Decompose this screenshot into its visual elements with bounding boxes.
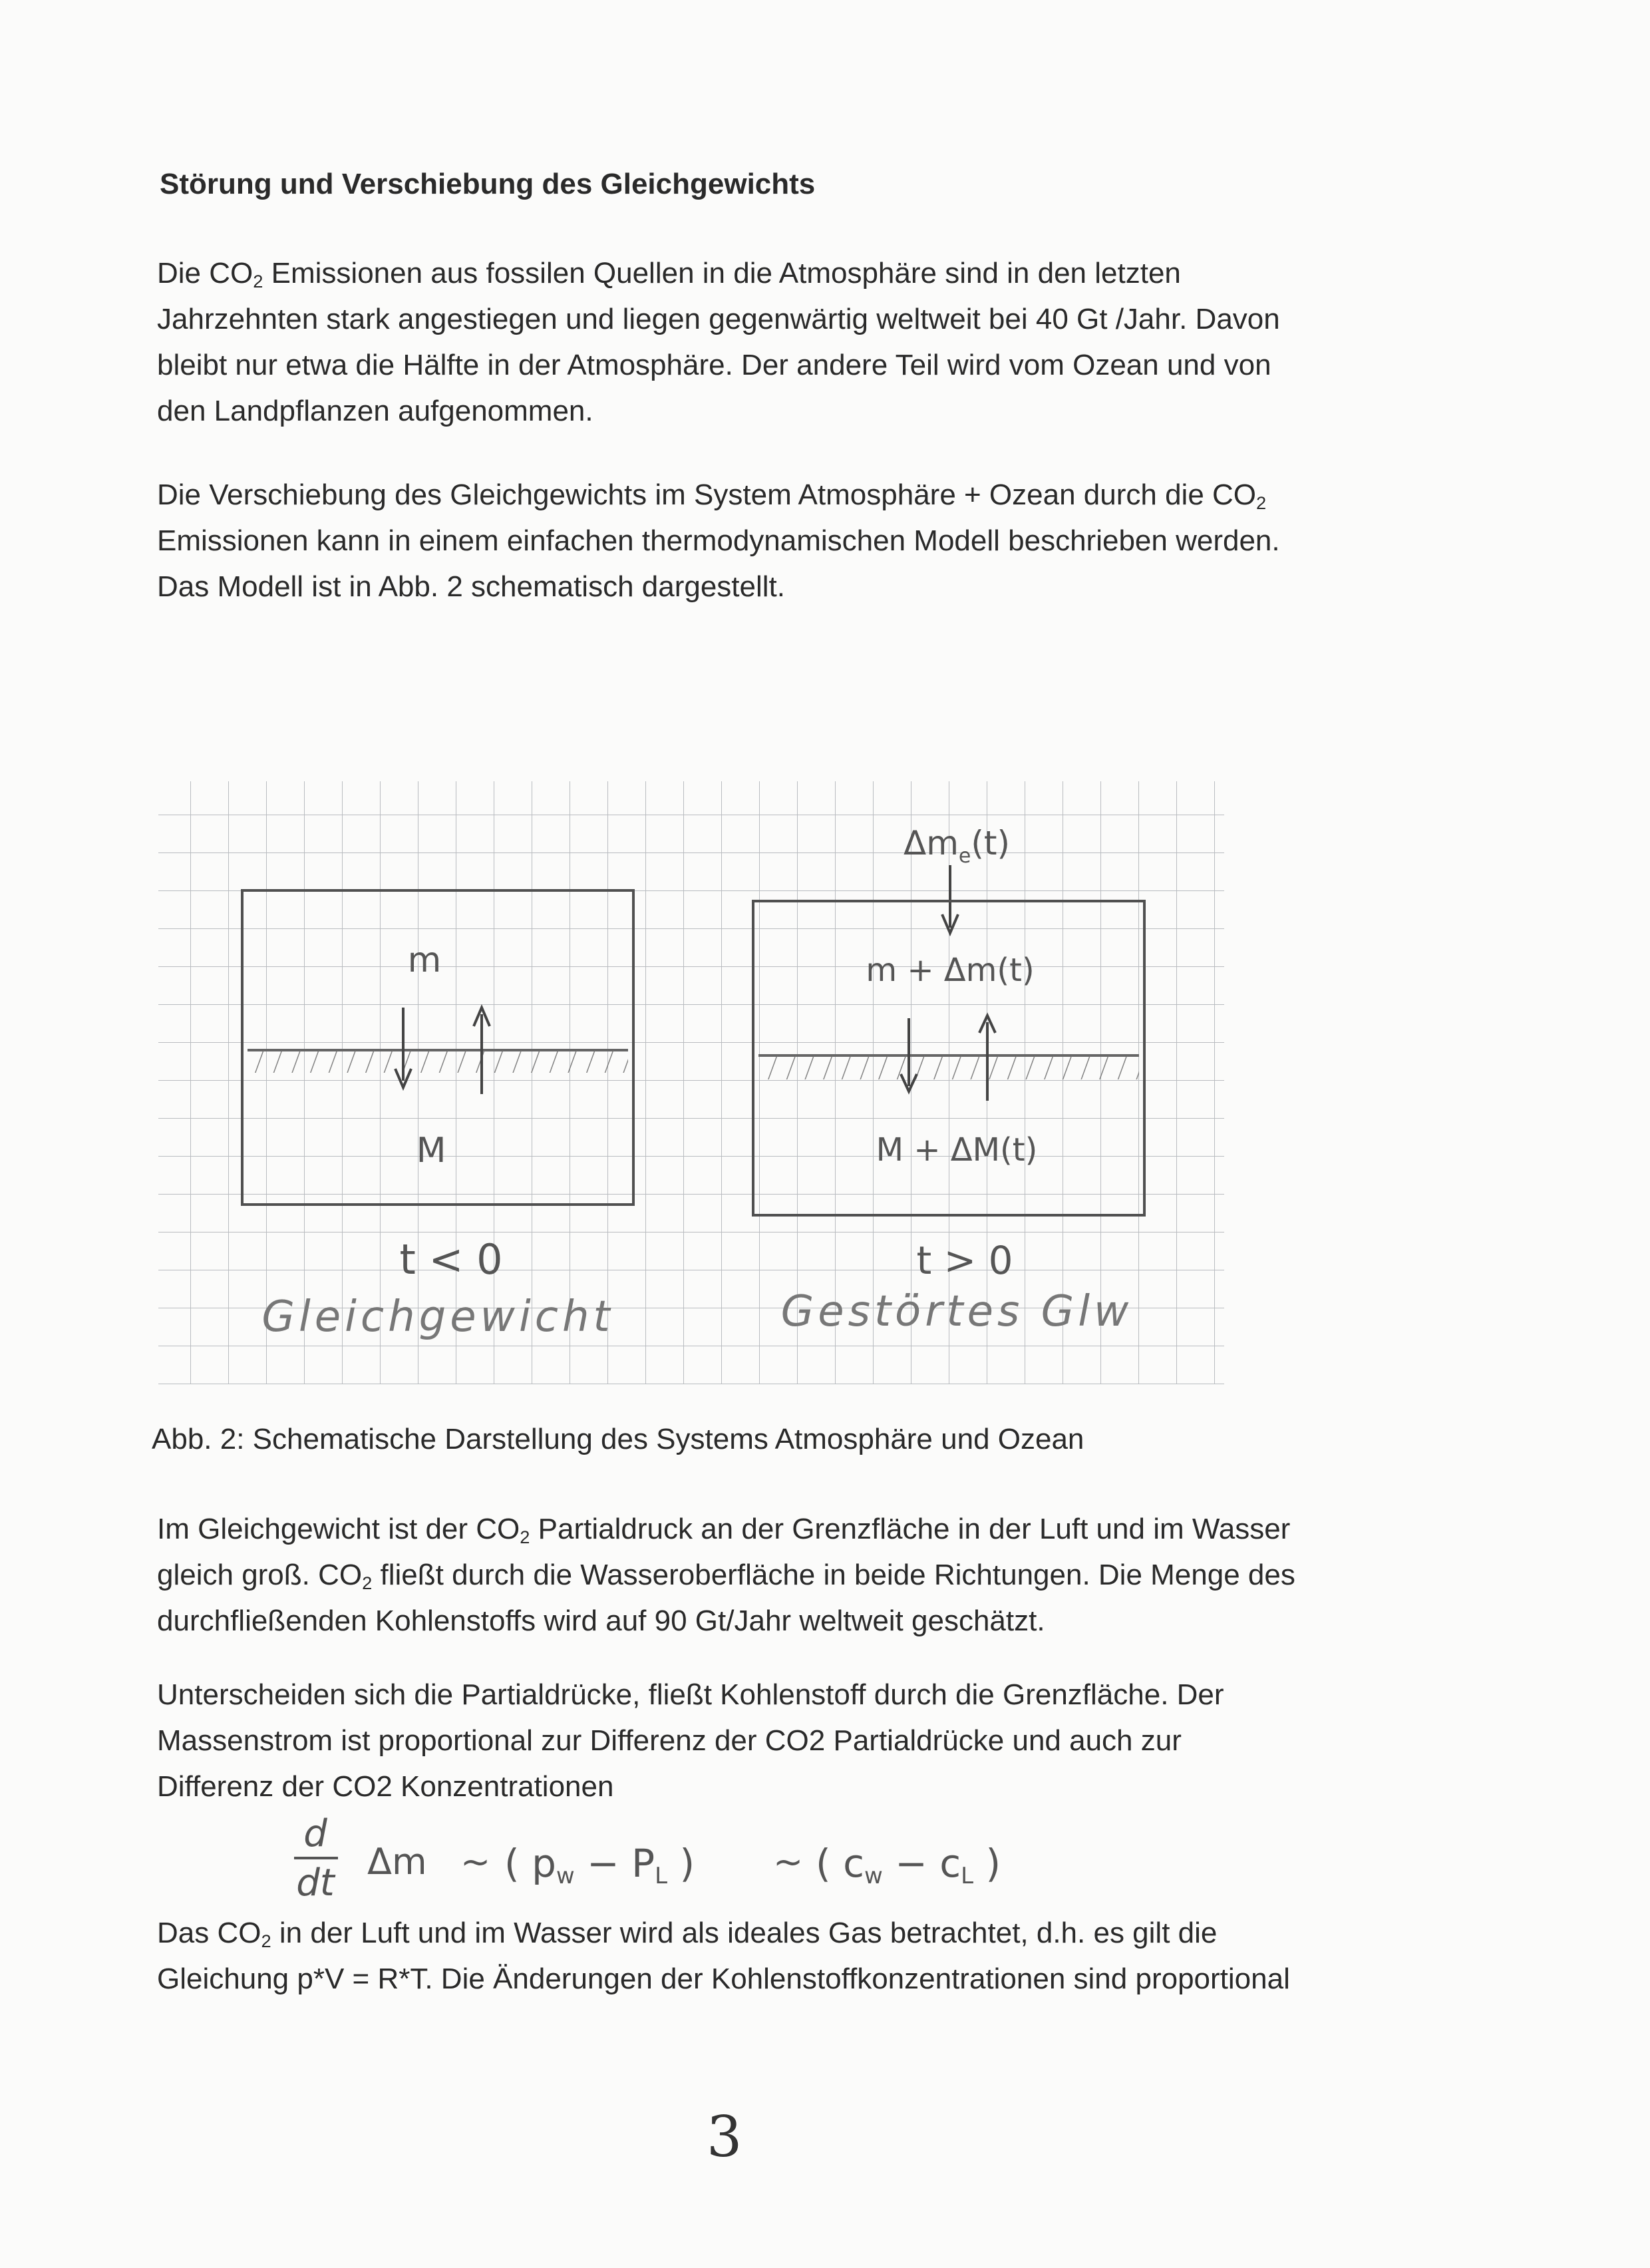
equilibrium-schematic [158, 781, 1224, 1384]
formula-d: d [303, 1812, 327, 1855]
text-line [157, 1598, 1488, 1644]
text-run: Das Modell ist in Abb. 2 schematisch dargestellt. [157, 570, 786, 603]
text-line [157, 1506, 1488, 1552]
text-line [157, 564, 1488, 610]
left-air-mass-label: m [407, 940, 442, 980]
formula-delta-m: Δm [367, 1841, 427, 1883]
right-condition-label: t > 0 [916, 1238, 1013, 1283]
text-line [157, 1552, 1488, 1598]
formula-dt: dt [296, 1861, 335, 1903]
text-line [157, 1718, 1488, 1764]
text-run: Emissionen kann in einem einfachen thermodynamischen Modell beschrieben werden. [157, 524, 1280, 557]
text-run: Gleichung p*V = R*T. Die Änderungen der Kohlenstoffkonzentrationen sind proportional [157, 1963, 1290, 1995]
text-run: fließt durch die Wasseroberfläche in beide Richtungen. Die Menge des [372, 1559, 1295, 1591]
paragraph-mass-flow [157, 1672, 1488, 1809]
figure-caption: Abb. 2: Schematische Darstellung des Systems Atmosphäre und Ozean [152, 1423, 1084, 1455]
text-line [157, 472, 1488, 518]
text-run: Massenstrom ist proportional zur Differenz der CO2 Partialdrücke und auch zur [157, 1724, 1182, 1757]
text-run: Differenz der CO2 Konzentrationen [157, 1770, 614, 1803]
text-line [157, 1956, 1488, 2002]
text-run: bleibt nur etwa die Hälfte in der Atmosphäre. Der andere Teil wird vom Ozean und von [157, 349, 1271, 381]
subscript: 2 [1256, 492, 1267, 513]
subscript: 2 [362, 1572, 373, 1593]
text-line [157, 518, 1488, 564]
right-air-mass-label: m + Δm(t) [866, 952, 1035, 989]
text-run: Im Gleichgewicht ist der CO [157, 1513, 520, 1545]
right-title-label: Gestörtes Glw [780, 1287, 1133, 1336]
text-line [157, 250, 1488, 296]
paragraph-emissions [157, 250, 1488, 434]
paragraph-equilibrium [157, 1506, 1488, 1644]
paragraph-ideal-gas [157, 1910, 1488, 2002]
text-line [157, 1910, 1488, 1956]
formula-proportional-1: ~ [460, 1841, 491, 1883]
text-run: durchfließenden Kohlenstoffs wird auf 90 Gt/Jahr weltweit geschätzt. [157, 1605, 1045, 1637]
subscript: 2 [261, 1930, 271, 1951]
text-run: Emissionen aus fossilen Quellen in die Atmosphäre sind in den letzten [263, 257, 1181, 289]
text-line [157, 1672, 1488, 1718]
section-heading: Störung und Verschiebung des Gleichgewichts [160, 168, 816, 200]
text-run: Unterscheiden sich die Partialdrücke, fließt Kohlenstoff durch die Grenzfläche. Der [157, 1678, 1224, 1711]
right-surface-hatching [758, 1055, 1139, 1079]
subscript: 2 [253, 270, 263, 291]
paragraph-model [157, 472, 1488, 610]
text-run: Jahrzehnten stark angestiegen und liegen gegenwärtig weltweit bei 40 Gt /Jahr. Davon [157, 303, 1280, 335]
text-line [157, 296, 1488, 342]
left-surface-hatching [248, 1050, 628, 1073]
left-condition-label: t < 0 [399, 1235, 503, 1284]
text-run: in der Luft und im Wasser wird als ideales Gas betrachtet, d.h. es gilt die [271, 1917, 1218, 1949]
text-run: gleich groß. CO [157, 1559, 363, 1591]
left-title-label: Gleichgewicht [261, 1292, 614, 1342]
emission-inflow-label: $\Delta m_e(t)$ [903, 824, 1011, 868]
left-ocean-mass-label: M [416, 1131, 446, 1171]
text-line [157, 342, 1488, 388]
text-run: Das CO [157, 1917, 261, 1949]
text-run: Die Verschiebung des Gleichgewichts im System Atmosphäre + Ozean durch die CO [157, 478, 1257, 511]
text-run: den Landpflanzen aufgenommen. [157, 395, 593, 427]
text-run: Partialdruck an der Grenzfläche in der Luft und im Wasser [530, 1513, 1291, 1545]
formula-pressure-difference: ( pw − PL ) [504, 1841, 695, 1889]
formula-concentration-difference: ( cw − cL ) [816, 1841, 1001, 1889]
text-line [157, 1764, 1488, 1809]
right-ocean-mass-label: M + ΔM(t) [876, 1131, 1038, 1169]
subscript: 2 [520, 1526, 530, 1547]
text-run: Die CO [157, 257, 253, 289]
page-number: 3 [707, 2104, 742, 2170]
mass-flow-formula [293, 1810, 1078, 1903]
formula-proportional-2: ~ [773, 1841, 804, 1883]
text-line [157, 388, 1488, 434]
